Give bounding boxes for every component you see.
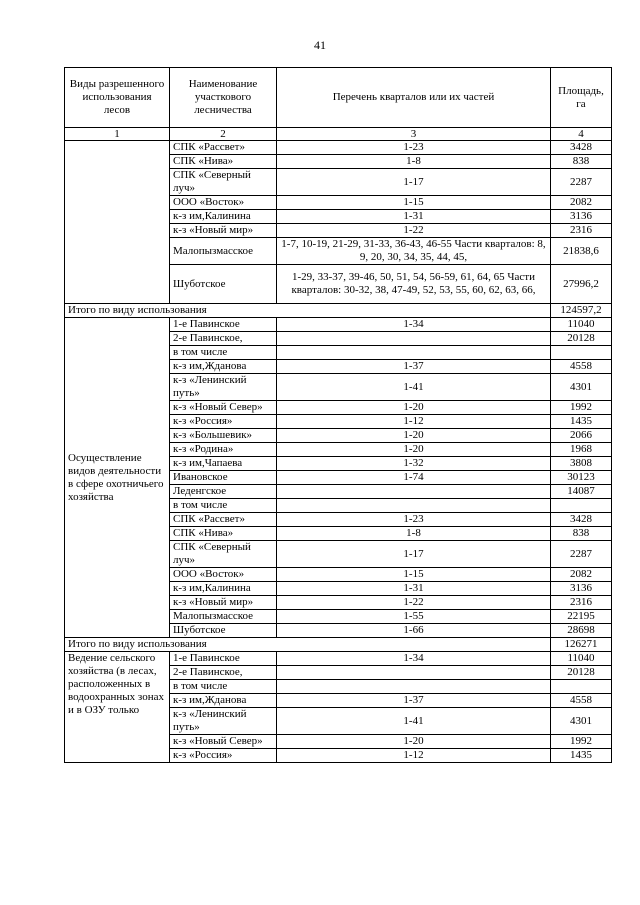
header-forestry-name: Наименование участкового лесничества — [170, 68, 277, 128]
header-quarters-list: Перечень кварталов или их частей — [277, 68, 551, 128]
quarters-cell — [277, 666, 551, 680]
quarters-cell: 1-74 — [277, 471, 551, 485]
forestry-name-cell: в том числе — [170, 346, 277, 360]
forestry-name-cell: к-з им,Калинина — [170, 582, 277, 596]
quarters-cell: 1-20 — [277, 443, 551, 457]
quarters-cell: 1-23 — [277, 513, 551, 527]
area-cell: 2287 — [551, 169, 612, 196]
forestry-name-cell: СПК «Северный луч» — [170, 541, 277, 568]
forest-use-table — [64, 67, 612, 763]
area-cell: 20128 — [551, 666, 612, 680]
forestry-name-cell: Шуботское — [170, 265, 277, 304]
forestry-name-cell: ООО «Восток» — [170, 568, 277, 582]
total-label: Итого по виду использования — [65, 304, 551, 318]
forestry-name-cell: СПК «Нива» — [170, 155, 277, 169]
quarters-cell: 1-41 — [277, 374, 551, 401]
forestry-name-cell: Шуботское — [170, 624, 277, 638]
quarters-cell: 1-22 — [277, 224, 551, 238]
quarters-cell: 1-34 — [277, 318, 551, 332]
forestry-name-cell: 2-е Павинское, — [170, 666, 277, 680]
quarters-cell: 1-55 — [277, 610, 551, 624]
quarters-cell: 1-29, 33-37, 39-46, 50, 51, 54, 56-59, 61, 64, 65 Части кварталов: 30-32, 38, 47-49, 52, 53, 55, 60, 62, 63, 66, — [277, 265, 551, 304]
quarters-cell: 1-17 — [277, 541, 551, 568]
forestry-name-cell: к-з «Большевик» — [170, 429, 277, 443]
quarters-cell: 1-22 — [277, 596, 551, 610]
total-row — [65, 638, 612, 652]
quarters-cell: 1-66 — [277, 624, 551, 638]
area-cell: 4558 — [551, 360, 612, 374]
quarters-cell — [277, 680, 551, 694]
quarters-cell — [277, 499, 551, 513]
forestry-name-cell: к-з им,Чапаева — [170, 457, 277, 471]
area-cell — [551, 346, 612, 360]
area-cell — [551, 680, 612, 694]
col-number-2: 2 — [170, 128, 277, 141]
table-body — [65, 141, 612, 763]
forestry-name-cell: к-з «Родина» — [170, 443, 277, 457]
total-row — [65, 304, 612, 318]
area-cell: 11040 — [551, 652, 612, 666]
page-number: 41 — [314, 38, 326, 52]
quarters-cell: 1-20 — [277, 735, 551, 749]
quarters-cell: 1-8 — [277, 527, 551, 541]
forestry-name-cell: 2-е Павинское, — [170, 332, 277, 346]
forestry-name-cell: к-з «Новый мир» — [170, 596, 277, 610]
area-cell: 22195 — [551, 610, 612, 624]
forestry-name-cell: к-з им,Жданова — [170, 694, 277, 708]
quarters-cell: 1-15 — [277, 196, 551, 210]
forestry-name-cell: к-з «Ленинский путь» — [170, 708, 277, 735]
forest-use-type-cell: Ведение сельского хозяйства (в лесах, расположенных в водоохранных зонах и в ОЗУ только — [65, 652, 170, 763]
area-cell: 2287 — [551, 541, 612, 568]
area-cell: 11040 — [551, 318, 612, 332]
quarters-cell: 1-20 — [277, 401, 551, 415]
forestry-name-cell: СПК «Рассвет» — [170, 513, 277, 527]
table-row — [65, 318, 612, 332]
area-cell: 3428 — [551, 141, 612, 155]
total-value: 124597,2 — [551, 304, 612, 318]
quarters-cell: 1-37 — [277, 360, 551, 374]
forestry-name-cell: к-з «Новый мир» — [170, 224, 277, 238]
forestry-name-cell: в том числе — [170, 499, 277, 513]
quarters-cell: 1-31 — [277, 210, 551, 224]
quarters-cell — [277, 346, 551, 360]
quarters-cell — [277, 485, 551, 499]
forestry-name-cell: к-з «Ленинский путь» — [170, 374, 277, 401]
quarters-cell: 1-8 — [277, 155, 551, 169]
area-cell: 30123 — [551, 471, 612, 485]
area-cell: 1435 — [551, 749, 612, 763]
quarters-cell: 1-7, 10-19, 21-29, 31-33, 36-43, 46-55 Части кварталов: 8, 9, 20, 30, 34, 35, 44, 45, — [277, 238, 551, 265]
area-cell: 2082 — [551, 568, 612, 582]
forestry-name-cell: в том числе — [170, 680, 277, 694]
area-cell: 1992 — [551, 401, 612, 415]
table-row — [65, 652, 612, 666]
total-label: Итого по виду использования — [65, 638, 551, 652]
quarters-cell — [277, 332, 551, 346]
forestry-name-cell: к-з «Новый Север» — [170, 401, 277, 415]
table-row — [65, 141, 612, 155]
forestry-name-cell: к-з им,Калинина — [170, 210, 277, 224]
area-cell: 1968 — [551, 443, 612, 457]
area-cell: 838 — [551, 527, 612, 541]
forestry-name-cell: к-з им,Жданова — [170, 360, 277, 374]
area-cell: 838 — [551, 155, 612, 169]
quarters-cell: 1-34 — [277, 652, 551, 666]
quarters-cell: 1-15 — [277, 568, 551, 582]
forestry-name-cell: СПК «Северный луч» — [170, 169, 277, 196]
area-cell: 28698 — [551, 624, 612, 638]
total-value: 126271 — [551, 638, 612, 652]
forest-use-type-cell: Осуществление видов деятельности в сфере охотничьего хозяйства — [65, 318, 170, 638]
forestry-name-cell: к-з «Россия» — [170, 749, 277, 763]
quarters-cell: 1-41 — [277, 708, 551, 735]
forestry-name-cell: Леденгское — [170, 485, 277, 499]
quarters-cell: 1-37 — [277, 694, 551, 708]
header-forest-use-type: Виды разрешенного использования лесов — [65, 68, 170, 128]
area-cell: 2316 — [551, 224, 612, 238]
quarters-cell: 1-17 — [277, 169, 551, 196]
area-cell: 20128 — [551, 332, 612, 346]
forestry-name-cell: ООО «Восток» — [170, 196, 277, 210]
forestry-name-cell: Малопызмасское — [170, 610, 277, 624]
forestry-name-cell: к-з «Россия» — [170, 415, 277, 429]
area-cell: 3136 — [551, 210, 612, 224]
forestry-name-cell: СПК «Рассвет» — [170, 141, 277, 155]
area-cell — [551, 499, 612, 513]
quarters-cell: 1-32 — [277, 457, 551, 471]
area-cell: 27996,2 — [551, 265, 612, 304]
quarters-cell: 1-20 — [277, 429, 551, 443]
area-cell: 14087 — [551, 485, 612, 499]
col-number-1: 1 — [65, 128, 170, 141]
quarters-cell: 1-31 — [277, 582, 551, 596]
col-number-4: 4 — [551, 128, 612, 141]
area-cell: 21838,6 — [551, 238, 612, 265]
forestry-name-cell: 1-е Павинское — [170, 652, 277, 666]
quarters-cell: 1-12 — [277, 415, 551, 429]
area-cell: 4301 — [551, 708, 612, 735]
forestry-name-cell: Ивановское — [170, 471, 277, 485]
area-cell: 1992 — [551, 735, 612, 749]
forestry-name-cell: Малопызмасское — [170, 238, 277, 265]
forestry-name-cell: СПК «Нива» — [170, 527, 277, 541]
col-number-3: 3 — [277, 128, 551, 141]
area-cell: 3136 — [551, 582, 612, 596]
area-cell: 2066 — [551, 429, 612, 443]
area-cell: 3428 — [551, 513, 612, 527]
forestry-name-cell: 1-е Павинское — [170, 318, 277, 332]
area-cell: 2082 — [551, 196, 612, 210]
header-area: Площадь, га — [551, 68, 612, 128]
area-cell: 1435 — [551, 415, 612, 429]
area-cell: 2316 — [551, 596, 612, 610]
forest-use-type-cell — [65, 141, 170, 304]
area-cell: 3808 — [551, 457, 612, 471]
area-cell: 4301 — [551, 374, 612, 401]
area-cell: 4558 — [551, 694, 612, 708]
quarters-cell: 1-12 — [277, 749, 551, 763]
forestry-name-cell: к-з «Новый Север» — [170, 735, 277, 749]
quarters-cell: 1-23 — [277, 141, 551, 155]
